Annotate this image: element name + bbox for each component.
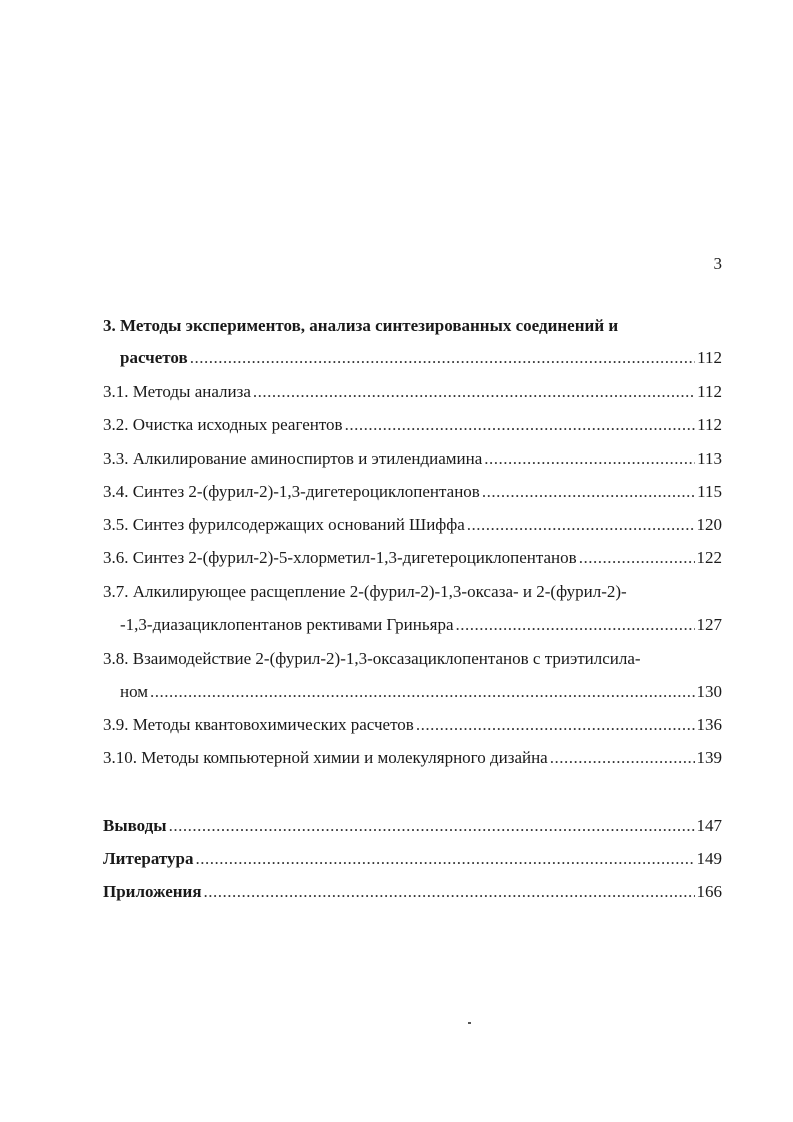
toc-entry-3-2[interactable] [103,413,722,437]
toc-entry-label: 3.9. Методы квантовохимических расчетов [103,715,414,734]
toc-entry-page: 149 [696,849,722,868]
toc-entry-3-7[interactable] [120,613,722,637]
leader-dots [190,346,695,370]
toc-entry-label: 3.6. Синтез 2-(фурил-2)-5-хлорметил-1,3-дигетероциклопентанов [103,548,577,567]
toc-entry-page: 127 [696,615,722,634]
leader-dots [253,380,695,404]
toc-entry-3-9[interactable] [103,713,722,737]
chapter-heading-line1: 3. Методы экспериментов, анализа синтезированных соединений и [103,316,619,335]
leader-dots [456,613,695,637]
toc-entry-3-5[interactable] [103,513,722,537]
leader-dots [467,513,695,537]
toc-entry-label: ном [120,682,149,701]
toc-entry-label: 3.2. Очистка исходных реагентов [103,415,343,434]
toc-entry-label: Выводы [103,816,167,835]
chapter-heading-label: расчетов [120,348,188,367]
toc-entry-page: 130 [696,682,722,701]
toc-entry-3-8-line1: 3.8. Взаимодействие 2-(фурил-2)-1,3-оксазациклопентанов с триэтилсила- [103,649,641,668]
toc-entry-page: 122 [696,548,722,567]
toc-entry-appendices[interactable] [103,880,722,904]
leader-dots [482,480,695,504]
toc-entry-label: 3.10. Методы компьютерной химии и молекулярного дизайна [103,748,548,767]
leader-dots [416,713,695,737]
leader-dots [150,680,694,704]
leader-dots [550,746,695,770]
toc-entry-page: 166 [696,882,722,901]
toc-entry-3-10[interactable] [103,746,722,770]
toc-entry-label: 3.3. Алкилирование аминоспиртов и этилендиамина [103,449,483,468]
toc-entry-literature[interactable] [103,847,722,871]
toc-entry-3-7-line1: 3.7. Алкилирующее расщепление 2-(фурил-2)-1,3-оксаза- и 2-(фурил-2)- [103,582,627,601]
toc-entry-label: 3.1. Методы анализа [103,382,251,401]
leader-dots [579,546,695,570]
toc-entry-page: 113 [697,449,722,468]
toc-entry-page: 139 [696,748,722,767]
leader-dots [195,847,694,871]
toc-entry-3-8[interactable] [120,680,722,704]
toc-entry-3-6[interactable] [103,546,722,570]
chapter-heading-page: 112 [697,348,722,367]
toc-entry-label: Литература [103,849,194,868]
toc-entry-label: -1,3-диазациклопентанов рективами Гриньяра [120,615,454,634]
toc-entry-3-1[interactable] [103,380,722,404]
page-number: 3 [713,254,722,273]
leader-dots [345,413,696,437]
toc-entry-3-3[interactable] [103,447,722,471]
leader-dots [169,814,695,838]
toc-entry-page: 147 [696,816,722,835]
toc-entry-conclusions[interactable] [103,814,722,838]
toc-entry-page: 136 [696,715,722,734]
toc-entry-page: 115 [697,482,722,501]
leader-dots [484,447,695,471]
leader-dots [204,880,695,904]
chapter-heading-line2[interactable] [120,346,722,370]
toc-entry-label: 3.4. Синтез 2-(фурил-2)-1,3-дигетероциклопентанов [103,482,480,501]
scan-speck [468,1022,471,1024]
toc-entry-3-4[interactable] [103,480,722,504]
toc-entry-label: Приложения [103,882,202,901]
toc-entry-label: 3.5. Синтез фурилсодержащих оснований Шиффа [103,515,465,534]
toc-entry-page: 112 [697,382,722,401]
toc-entry-page: 112 [697,415,722,434]
toc-entry-page: 120 [696,515,722,534]
